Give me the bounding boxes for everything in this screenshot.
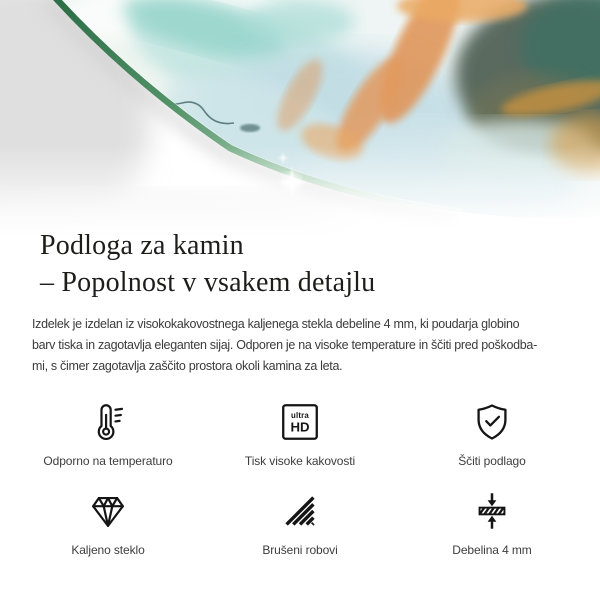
page-title-line2: – Popolnost v vsakem detajlu — [40, 267, 376, 298]
shield-check-icon — [469, 399, 515, 445]
feature-label: Debelina 4 mm — [452, 543, 532, 557]
description-line: barv tiska in zagotavlja eleganten sijaj. Odporen je na visoke temperature in ščiti pred poškodba- — [32, 338, 537, 352]
description-line: Izdelek je izdelan iz visokokakovostnega kaljenega stekla debeline 4 mm, ki poudarja globino — [32, 317, 520, 331]
thickness-arrows-icon — [469, 488, 515, 534]
page-title-line1: Podloga za kamin — [40, 230, 244, 261]
feature-label: Tisk visoke kakovosti — [244, 454, 356, 468]
feature-label: Ščiti podlago — [458, 454, 526, 468]
product-description — [32, 314, 537, 377]
ultra-hd-text-bottom: HD — [290, 419, 310, 435]
description-line: mi, s čimer zagotavlja zaščito prostora okoli kamina za leta. — [32, 359, 343, 373]
feature-label: Kaljeno steklo — [71, 543, 145, 557]
feature-polished-edges — [204, 488, 396, 557]
feature-tempered-glass — [12, 488, 204, 557]
feature-label: Odporno na temperaturo — [43, 454, 173, 468]
product-image — [0, 0, 600, 240]
feature-thickness — [396, 488, 588, 557]
thermometer-icon — [85, 399, 131, 445]
diamond-icon — [85, 488, 131, 534]
page-title — [40, 227, 375, 301]
feature-grid — [12, 399, 588, 557]
ultra-hd-text-top: ultra — [291, 410, 309, 420]
feature-protects-surface — [396, 399, 588, 468]
glass-panel-photo — [0, 0, 600, 240]
ultra-hd-badge-icon — [277, 399, 323, 445]
beveled-edges-icon — [277, 488, 323, 534]
feature-temperature-resistant — [12, 399, 204, 468]
feature-label: Brušeni robovi — [262, 543, 338, 557]
feature-print-quality — [204, 399, 396, 468]
